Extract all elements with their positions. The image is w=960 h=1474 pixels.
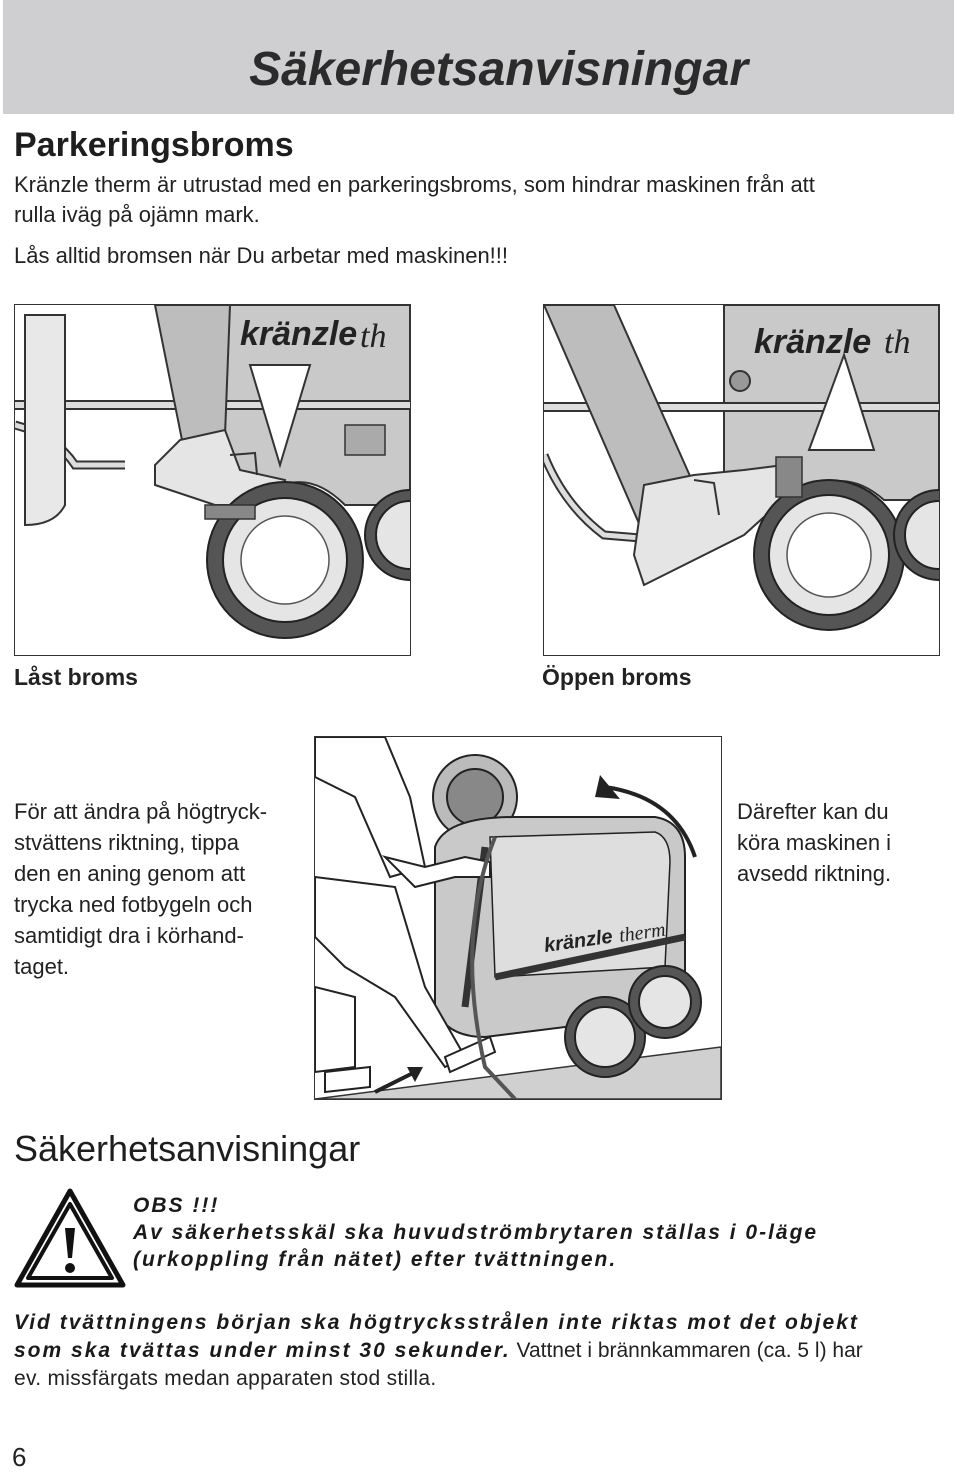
direction-left-line-1: För att ändra på högtryck- (14, 799, 268, 824)
warning-line-2: (urkoppling från nätet) efter tvättningen. (133, 1248, 618, 1271)
caption-locked-brake: Låst broms (14, 664, 138, 690)
brand-logo-open: kränzle (754, 323, 872, 361)
direction-left-line-5: samtidigt dra i körhand- (14, 923, 244, 948)
page-number: 6 (12, 1442, 27, 1472)
brand-logo-suffix-push: therm (617, 918, 667, 947)
safety-paragraph-line-3: ev. missfärgats medan apparaten stod stilla. (14, 1367, 437, 1390)
locked-brake-illustration (15, 305, 410, 655)
parking-text-line-1: Kränzle therm är utrustad med en parkeringsbroms, som hindrar maskinen från att (14, 172, 815, 197)
direction-left-line-2: stvättens riktning, tippa (14, 830, 240, 855)
figure-open-brake (543, 304, 940, 656)
direction-left-line-4: trycka ned fotbygeln och (14, 892, 253, 917)
parking-text-line-2: rulla iväg på ojämn mark. (14, 202, 260, 227)
direction-right-line-3: avsedd riktning. (737, 861, 892, 886)
brand-logo-suffix-locked: th (360, 318, 387, 355)
direction-text-left (14, 797, 267, 977)
warning-line-1: Av säkerhetsskäl ska huvudströmbrytaren ställas i 0-läge (133, 1221, 819, 1244)
safety-paragraph-line-1: Vid tvättningens början ska högtrycksstrålen inte riktas mot det objekt (14, 1311, 859, 1334)
figure-locked-brake (14, 304, 411, 656)
parking-text-line-3: Lås alltid bromsen när Du arbetar med maskinen!!! (14, 243, 509, 268)
direction-left-line-6: taget. (14, 954, 70, 979)
obs-label: OBS !!! (133, 1194, 220, 1217)
safety-paragraph-line-2-bold: som ska tvättas under minst 30 sekunder. (14, 1339, 511, 1362)
figure-pushing-machine (314, 736, 722, 1100)
direction-right-line-1: Därefter kan du (737, 799, 889, 824)
direction-left-line-3: den en aning genom att (14, 861, 246, 886)
warning-triangle-icon (14, 1188, 126, 1288)
safety-paragraph-line-2 (14, 1337, 863, 1367)
brand-logo-locked: kränzle (240, 315, 358, 353)
section-title-safety: Säkerhetsanvisningar (14, 1128, 361, 1169)
pushing-machine-illustration (315, 737, 721, 1099)
direction-text-right (737, 797, 891, 887)
page-title: Säkerhetsanvisningar (249, 43, 748, 96)
section-title-parking: Parkeringsbroms (14, 126, 294, 164)
open-brake-illustration (544, 305, 939, 655)
safety-paragraph-line-2-rest: Vattnet i brännkammaren (ca. 5 l) har (510, 1339, 863, 1362)
brand-logo-suffix-open: th (884, 324, 911, 361)
brand-logo-push: kränzle (542, 925, 614, 957)
caption-open-brake: Öppen broms (542, 664, 692, 690)
direction-right-line-2: köra maskinen i (737, 830, 892, 855)
